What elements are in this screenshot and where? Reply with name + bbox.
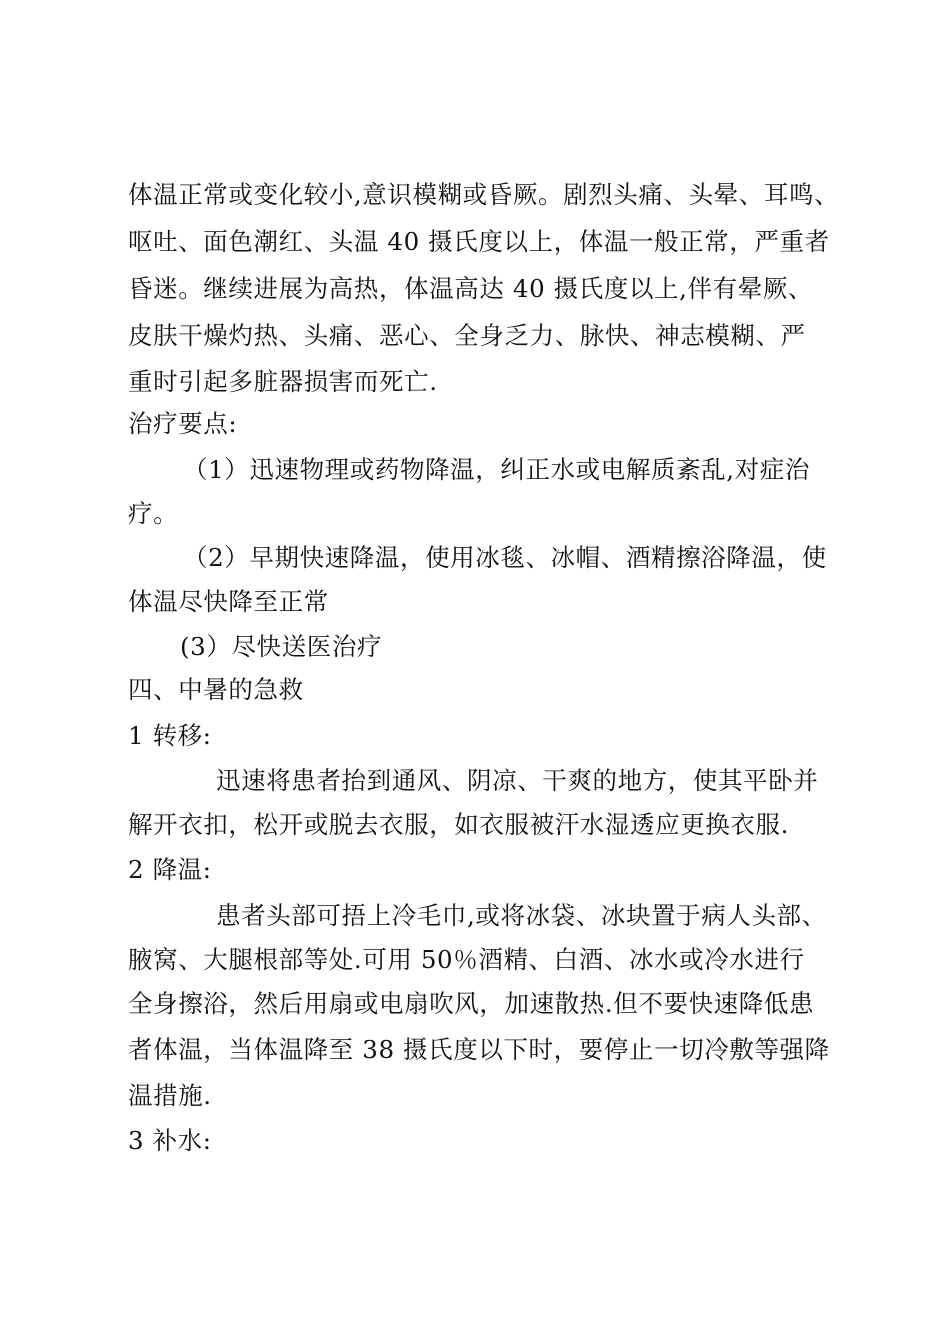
text-line-1: 体温正常或变化较小,意识模糊或昏厥。剧烈头痛、头晕、耳鸣、 — [128, 180, 840, 209]
text-line-3: 昏迷。继续进展为高热，体温高达 40 摄氏度以上,伴有晕厥、 — [128, 274, 814, 303]
cooling-text-2: 腋窝、大腿根部等处.可用 50％酒精、白酒、冰水或冷水进行 — [128, 945, 805, 974]
cooling-text-1: 患者头部可捂上冷毛巾,或将冰袋、冰块置于病人头部、 — [216, 901, 827, 930]
transfer-text-2: 解开衣扣，松开或脱去衣服，如衣服被汗水湿透应更换衣服. — [128, 810, 789, 839]
section-heading-first-aid: 四、中暑的急救 — [128, 675, 304, 704]
treatment-item-3: (3）尽快送医治疗 — [180, 632, 383, 661]
cooling-text-5: 温措施. — [128, 1081, 212, 1110]
text-line-5: 重时引起多脏器损害而死亡. — [128, 367, 438, 396]
transfer-text-1: 迅速将患者抬到通风、阴凉、干爽的地方，使其平卧并 — [216, 766, 819, 795]
text-line-4: 皮肤干燥灼热、头痛、恶心、全身乏力、脉快、神志模糊、严 — [128, 321, 806, 350]
section-heading-treatment: 治疗要点: — [128, 409, 238, 438]
text-line-2: 呕吐、面色潮红、头温 40 摄氏度以上，体温一般正常，严重者 — [128, 227, 830, 256]
treatment-item-1: （1）迅速物理或药物降温，纠正水或电解质紊乱,对症治 — [183, 455, 810, 484]
treatment-item-2: （2）早期快速降温，使用冰毯、冰帽、酒精擦浴降温，使 — [183, 543, 827, 572]
cooling-text-4: 者体温，当体温降至 38 摄氏度以下时，要停止一切冷敷等强降 — [128, 1035, 830, 1064]
subheading-cooling: 2 降温: — [128, 855, 212, 884]
subheading-transfer: 1 转移: — [128, 721, 212, 750]
treatment-item-1-cont: 疗。 — [128, 499, 179, 528]
treatment-item-2-cont: 体温尽快降至正常 — [128, 587, 329, 616]
subheading-hydration: 3 补水: — [128, 1126, 212, 1155]
cooling-text-3: 全身擦浴，然后用扇或电扇吹风，加速散热.但不要快速降低患 — [128, 989, 815, 1018]
